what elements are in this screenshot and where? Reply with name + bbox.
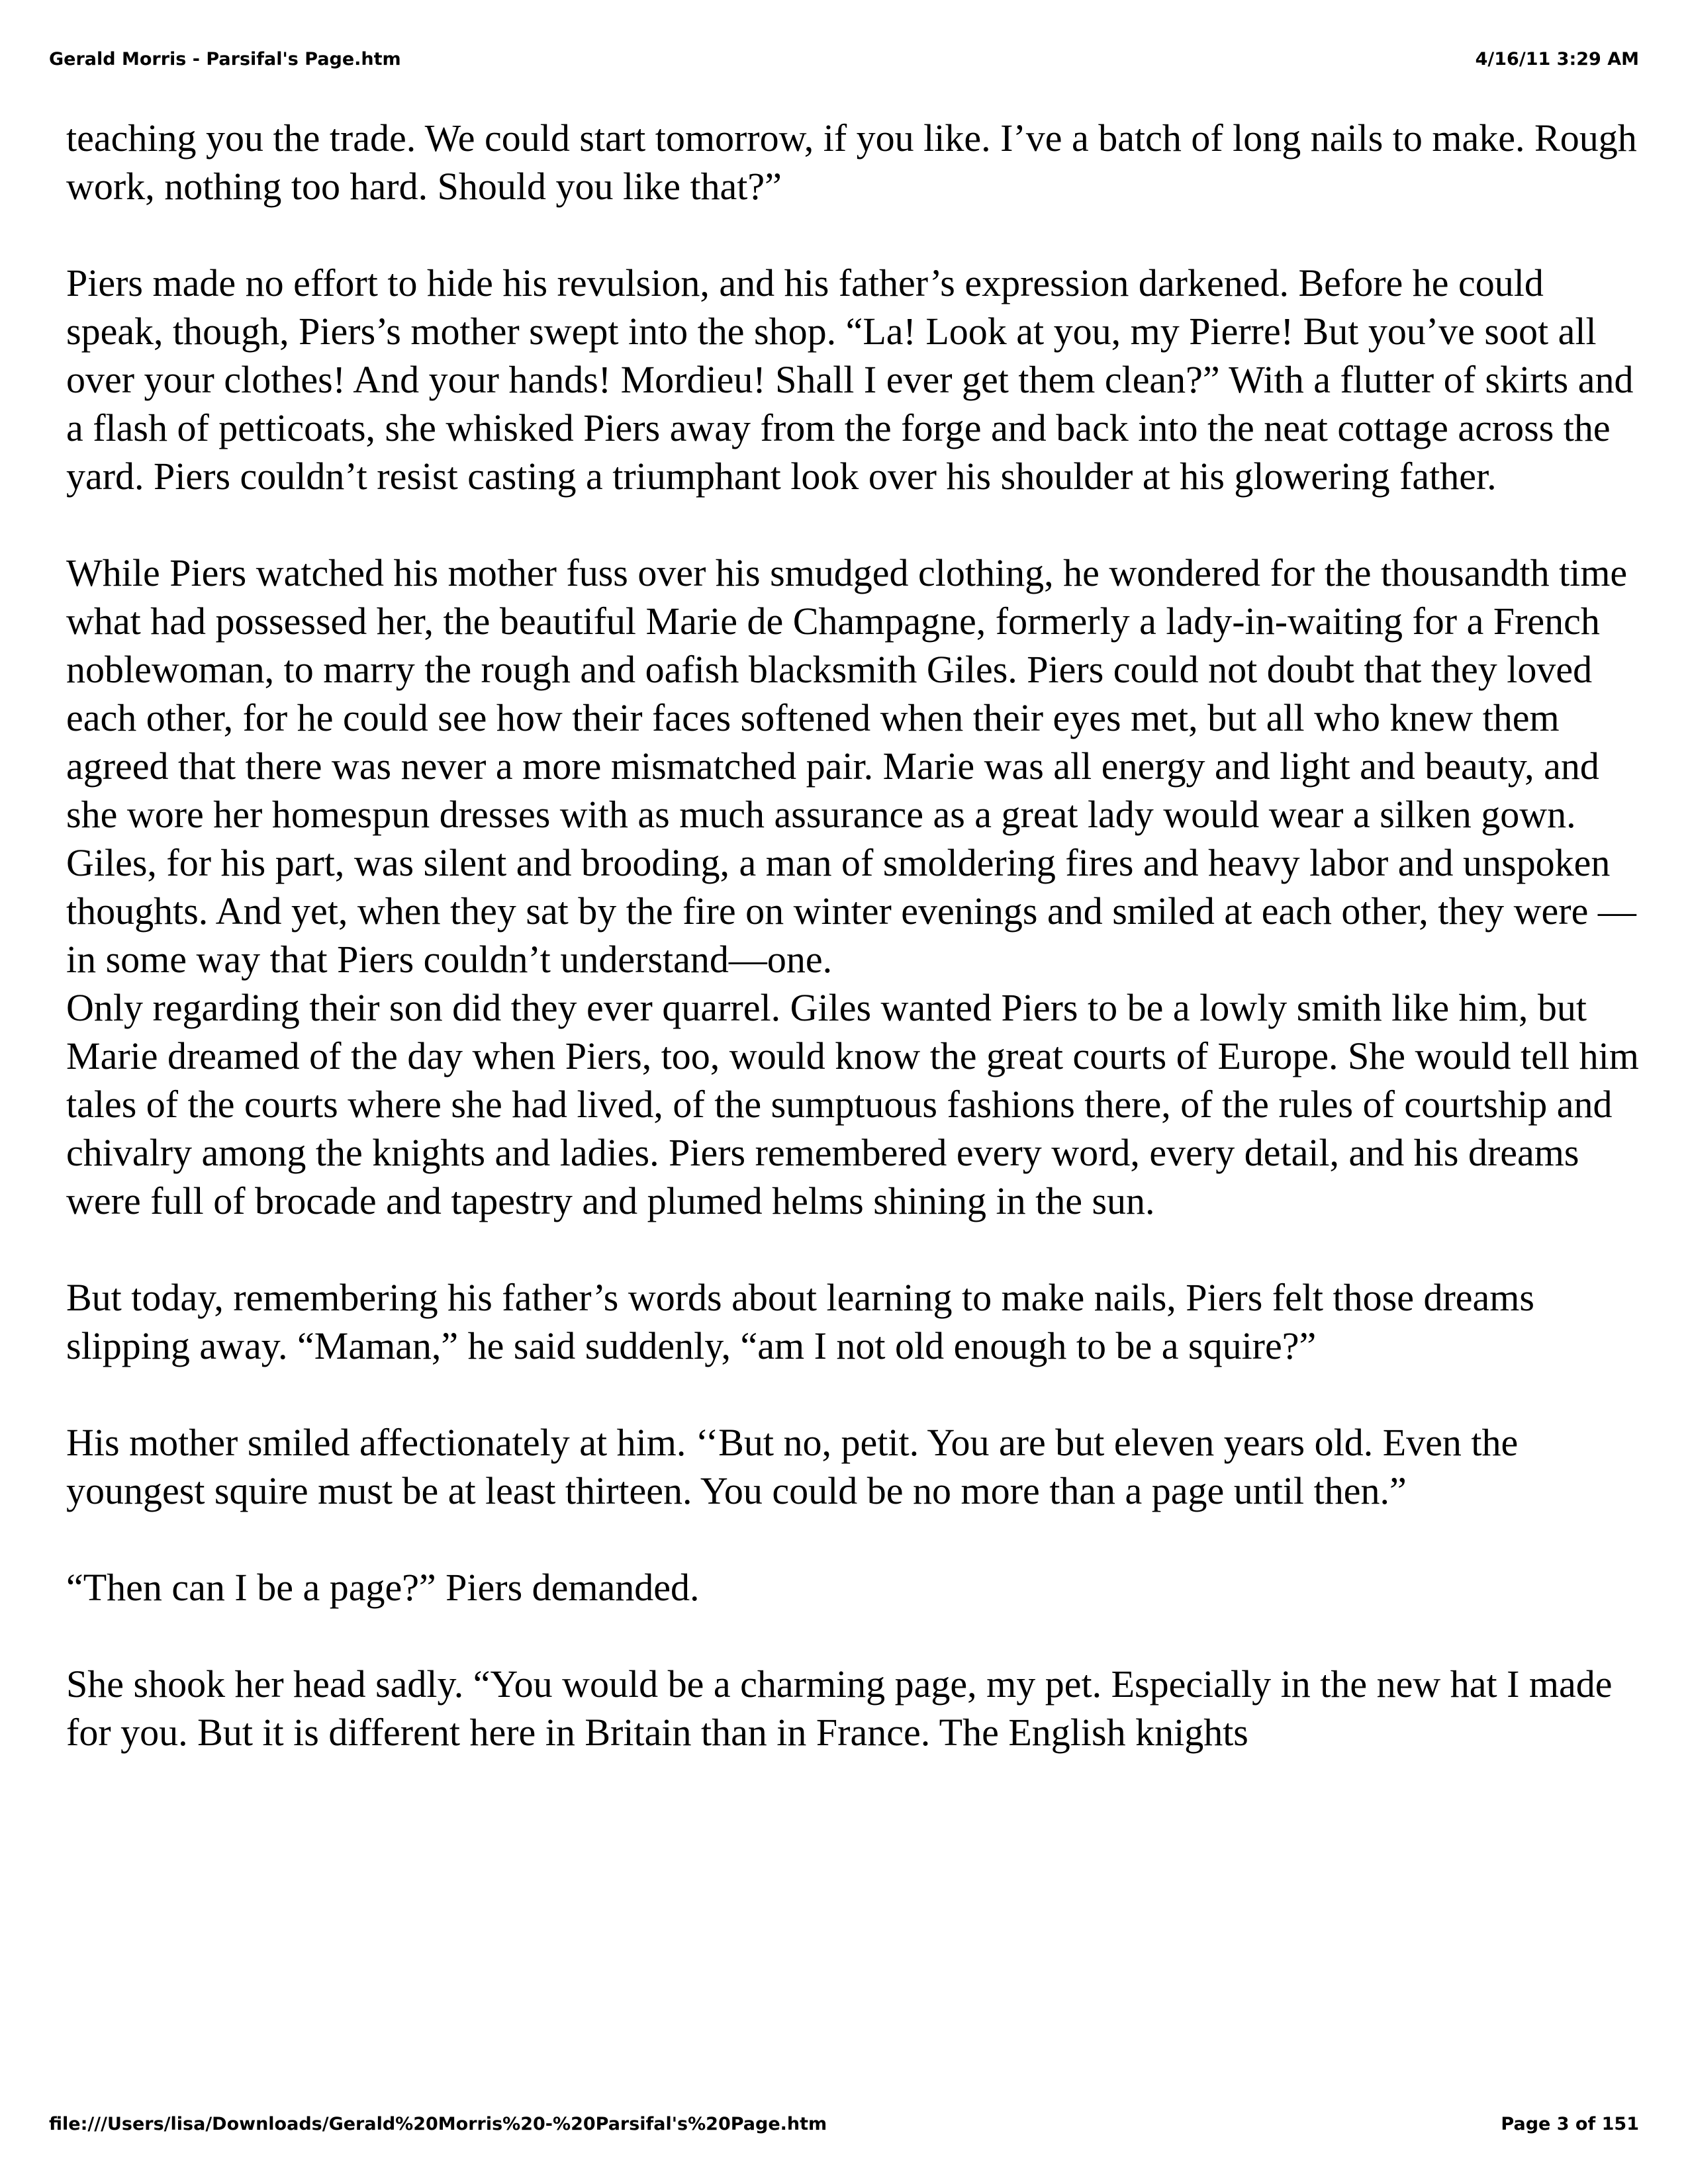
paragraph-spacer	[66, 500, 1642, 549]
footer-file-url: file:///Users/lisa/Downloads/Gerald%20Morris%20-%20Parsifal's%20Page.htm	[49, 2114, 827, 2134]
paragraph-1: teaching you the trade. We could start tomorrow, if you like. I’ve a batch of long nails to make. Rough work, nothing too hard. Should you like that?”	[66, 116, 1637, 208]
paragraph-7: “Then can I be a page?” Piers demanded.	[66, 1566, 700, 1609]
paragraph-spacer	[66, 1612, 1642, 1660]
paragraph-6: His mother smiled affectionately at him. ‘‘But no, petit. You are but eleven years old. Even the youngest squire must be at least thirteen. You could be no more than a page until then.”	[66, 1421, 1519, 1512]
paragraph-2: Piers made no effort to hide his revulsion, and his father’s expression darkened. Before he could speak, though, Piers’s mother swept into the shop. “La! Look at you, my Pierre! But you’ve soot all over your clothes! And your hands! Mordieu! Shall I ever get them clean?” With a flutter of skirts and a flash of petticoats, she whisked Piers away from the forge and back into the neat cottage across the yard. Piers couldn’t resist casting a triumphant look over his shoulder at his glowering father.	[66, 261, 1634, 498]
paragraph-spacer	[66, 1225, 1642, 1273]
footer-page-number: Page 3 of 151	[1501, 2114, 1639, 2134]
paragraph-5: But today, remembering his father’s words about learning to make nails, Piers felt those dreams slipping away. “Maman,” he said suddenly, “am I not old enough to be a squire?”	[66, 1276, 1534, 1367]
document-body	[66, 114, 1642, 1756]
paragraph-spacer	[66, 1370, 1642, 1418]
paragraph-3: While Piers watched his mother fuss over his smudged clothing, he wondered for the thousandth time what had possessed her, the beautiful Marie de Champagne, formerly a lady-in-waiting for a French noblewoman, to marry the rough and oafish blacksmith Giles. Piers could not doubt that they loved each other, for he could see how their faces softened when their eyes met, but all who knew them agreed that there was never a more mismatched pair. Marie was all energy and light and beauty, and she wore her homespun dresses with as much assurance as a great lady would wear a silken gown. Giles, for his part, was silent and brooding, a man of smoldering fires and heavy labor and unspoken thoughts. And yet, when they sat by the fire on winter evenings and smiled at each other, they were — in some way that Piers couldn’t understand—one.	[66, 551, 1636, 981]
header-datetime: 4/16/11 3:29 AM	[1475, 49, 1639, 69]
paragraph-4: Only regarding their son did they ever quarrel. Giles wanted Piers to be a lowly smith like him, but Marie dreamed of the day when Piers, too, would know the great courts of Europe. She would tell him tales of the courts where she had lived, of the sumptuous fashions there, of the rules of courtship and chivalry among the knights and ladies. Piers remembered every word, every detail, and his dreams were full of brocade and tapestry and plumed helms shining in the sun.	[66, 986, 1639, 1222]
paragraph-spacer	[66, 210, 1642, 259]
paragraph-spacer	[66, 1515, 1642, 1563]
header-title: Gerald Morris - Parsifal's Page.htm	[49, 49, 401, 69]
paragraph-8: She shook her head sadly. “You would be a charming page, my pet. Especially in the new hat I made for you. But it is different here in Britain than in France. The English knights	[66, 1662, 1613, 1754]
